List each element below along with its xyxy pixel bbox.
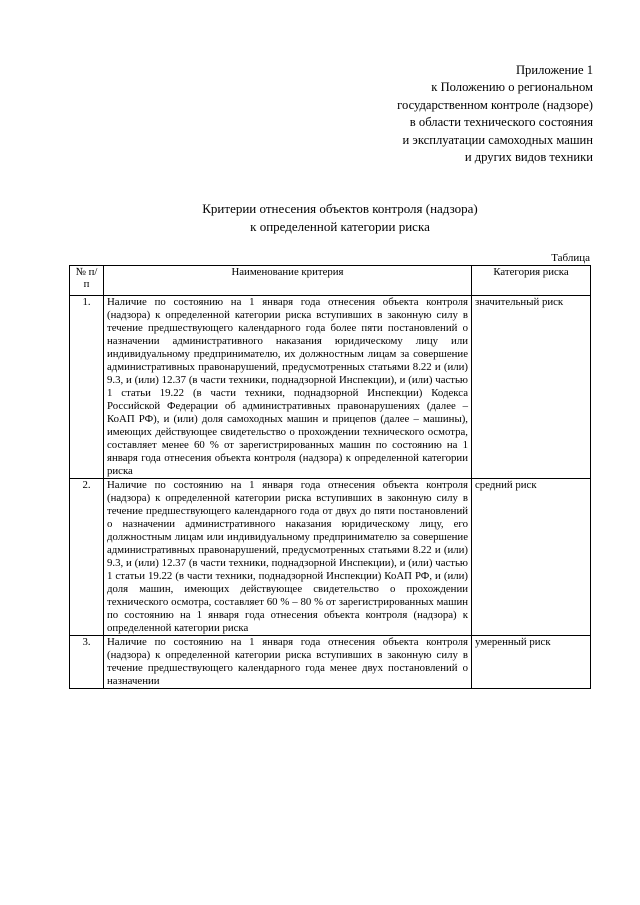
risk-category: умеренный риск <box>472 636 591 689</box>
table-header-row <box>70 266 591 296</box>
table-row <box>70 479 591 636</box>
table-row <box>70 296 591 479</box>
criteria-table <box>69 265 591 689</box>
risk-category: средний риск <box>472 479 591 636</box>
risk-category: значительный риск <box>472 296 591 479</box>
title-line-1: Критерии отнесения объектов контроля (надзора) <box>202 201 478 216</box>
criterion-text: Наличие по состоянию на 1 января года отнесения объекта контроля (надзора) к определенной категории риска вступивших в законную силу в течение предшествующего календарного года менее двух постановлений о назначении <box>104 636 472 689</box>
title-line-2: к определенной категории риска <box>250 218 430 234</box>
header-risk-category: Категория риска <box>472 266 591 296</box>
criterion-text: Наличие по состоянию на 1 января года отнесения объекта контроля (надзора) к определенной категории риска вступивших в законную силу в течение предшествующего календарного года более пяти постановлений о назначении административного наказания юридическому лицу или индивидуальному предпринимателю, их должностным лицам за совершение административных правонарушений, предусмотренных статьями 8.22 и (или) 9.3, и (или) 12.37 (в части техники, поднадзорной Инспекции), и (или) частью 1 статьи 19.22 (в части техники, поднадзорной Инспекции) Кодекса Российской Федерации об административных правонарушениях (далее – КоАП РФ), и (или) доля самоходных машин и прицепов (далее – машины), имеющих действующее свидетельство о прохождении технического осмотра, составляет менее 60 % от зарегистрированных машин по состоянию на 1 января года отнесения объекта контроля (надзора) к определенной категории риска <box>104 296 472 479</box>
appendix-line: государственном контроле (надзоре) <box>397 97 593 112</box>
appendix-heading <box>397 62 593 166</box>
document-title <box>0 200 640 235</box>
table-label: Таблица <box>551 252 590 264</box>
criterion-text: Наличие по состоянию на 1 января года отнесения объекта контроля (надзора) к определенной категории риска вступивших в законную силу в течение предшествующего календарного года от двух до пяти постановлений о назначении административного наказания юридическому лицу, его должностным лицам или индивидуальному предпринимателю за совершение административных правонарушений, предусмотренных статьями 8.22 и (или) 9.3, и (или) 12.37 (в части техники, поднадзорной Инспекции), и (или) частью 1 статьи 19.22 (в части техники, поднадзорной Инспекции) КоАП РФ, и (или) доля машин, имеющих действующее свидетельство о прохождении технического осмотра, составляет 60 % – 80 % от зарегистрированных машин по состоянию на 1 января года отнесения объекта контроля (надзора) к определенной категории риска <box>104 479 472 636</box>
appendix-line: к Положению о региональном <box>431 80 593 95</box>
row-number: 1. <box>70 296 104 479</box>
row-number: 2. <box>70 479 104 636</box>
header-criterion-name: Наименование критерия <box>104 266 472 296</box>
appendix-line: Приложение 1 <box>515 63 593 77</box>
header-number: № п/п <box>70 266 104 296</box>
appendix-line: и эксплуатации самоходных машин <box>402 132 593 147</box>
appendix-line: и других видов техники <box>464 150 593 165</box>
row-number: 3. <box>70 636 104 689</box>
appendix-line: в области технического состояния <box>409 115 593 130</box>
table-row <box>70 636 591 689</box>
